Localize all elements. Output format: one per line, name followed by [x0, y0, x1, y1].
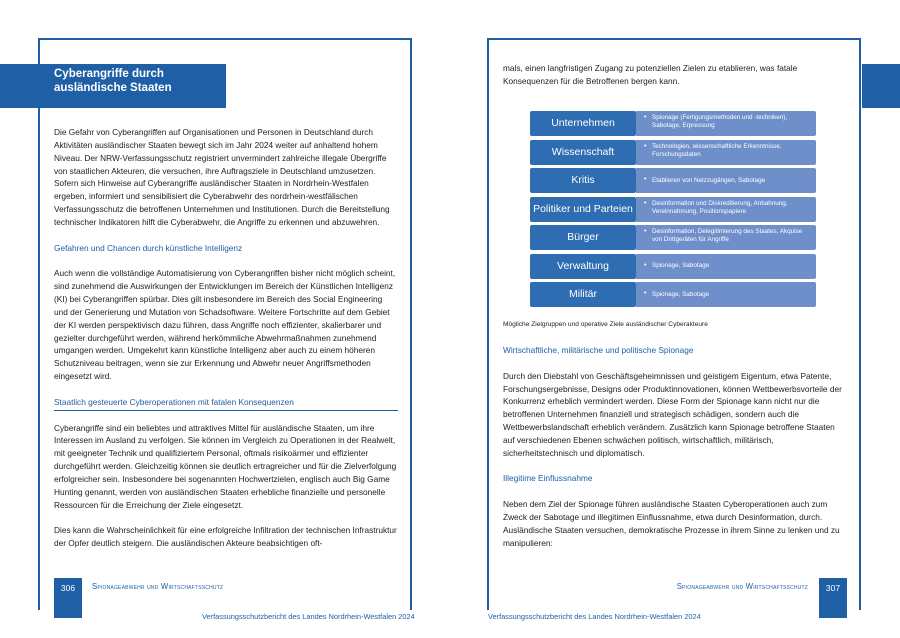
- paragraph: Neben dem Ziel der Spionage führen ausländische Staaten Cyberoperationen auch zum Zweck der Sabotage und illegitimen Einflussnahme, etwa durch Desinformation, durch. Ausländische Staaten versuchen, demokratische Prozesse in ihrem Sinne zu lenken und zu manipulieren:: [503, 499, 840, 548]
- diagram-label: Verwaltung: [530, 254, 636, 279]
- diagram-label: Bürger: [530, 225, 636, 250]
- diagram-desc-box: [636, 282, 816, 307]
- diagram-desc: Desinformation, Delegitimierung des Staates, Akquise von Drittgeräten für Angriffe: [652, 228, 803, 243]
- paragraph: Dies kann die Wahrscheinlichkeit für eine erfolgreiche Infiltration der technischen Infrastruktur der Opfer deutlich steigern. Die ausländischen Akteure beabsichtigen oft-: [54, 525, 397, 549]
- diagram-desc-box: [636, 111, 816, 136]
- diagram-row: [530, 168, 816, 193]
- right-text-column-top: [503, 62, 847, 101]
- diagram-desc: Technologien, wissenschaftliche Erkenntnisse, Forschungsdaten: [652, 142, 782, 158]
- diagram-row: [530, 254, 816, 279]
- left-text-column: [54, 126, 398, 563]
- subheading-state-cyberoperations: Staatlich gesteuerte Cyberoperationen mit fatalen Konsequenzen: [54, 396, 398, 411]
- diagram-caption: Mögliche Zielgruppen und operative Ziele ausländischer Cyberakteure: [503, 321, 708, 328]
- footer-right: Verfassungsschutzbericht des Landes Nordrhein-Westfalen 2024: [488, 612, 701, 621]
- diagram-row: [530, 197, 816, 222]
- diagram-row: [530, 282, 816, 307]
- diagram-row: [530, 111, 816, 136]
- diagram-desc: Spionage, Sabotage: [652, 290, 710, 298]
- paragraph: Cyberangriffe sind ein beliebtes und attraktives Mittel für ausländische Staaten, um ihre Interessen im Ausland zu verfolgen. Sie können im Vergleich zu Operationen in der Realwelt, mit geeigneter Technik und qualifiziertem Personal, oftmals risikoärmer und effizienter durchgeführt werden. Gleichzeitig können sie deutlich ertragreicher und für die Zielverfolgung erfolgreicher sein. Insbesondere bei sogenannten Hochwertzielen, englisch auch Big Game Hunting genannt, werden von ausländischen Staaten erhebliche finanzielle und personelle Ressourcen für die Erreichung der Ziele eingesetzt.: [54, 422, 397, 510]
- diagram-label: Wissenschaft: [530, 140, 636, 165]
- right-edge-tab: [862, 64, 900, 108]
- paragraph: Durch den Diebstahl von Geschäftsgeheimnissen und geistigem Eigentum, etwa Patente, Forschungsergebnisse, Designs oder Produktinnovationen, können Wettbewerbsvorteile der Konkurrenz erheblich vermindert werden. Diese Form der Spionage kann nicht nur die betroffenen Unternehmen finanziell und strategisch schädigen, sondern auch die Wettbewerbslandschaft erheblich verändern. Zusätzlich kann Spionage betroffene Staaten auf verschiedenen Ebenen schwächen politisch, wirtschaftlich, militärisch, sicherheitstechnisch und diplomatisch.: [503, 370, 842, 458]
- paragraph: Auch wenn die vollständige Automatisierung von Cyberangriffen bisher nicht möglich scheint, sind zunehmend die Auswirkungen der Entwicklungen im Bereich der Künstlichen Intelligenz (KI) bei Cyberangriffen spürbar. Dies gilt insbesondere im Bereich des Social Engineering und der Generierung und Mutation von Schadsoftware. Weitere Fortschritte auf dem Gebiet der KI werden perspektivisch dazu führen, dass Angriffe noch effizienter, skalierbarer und gezielter durchgeführt werden, während herkömmliche Abwehrmaßnahmen zunehmend umgangen werden. Umgekehrt kann künstliche Intelligenz aber auch zu einem höheren Schutzniveau beitragen, wenn sie zur Erkennung und Abwehr neuer Angriffsmethoden eingesetzt wird.: [54, 268, 396, 382]
- bullet-icon: •: [644, 290, 647, 297]
- diagram-desc: Etablieren von Netzzugängen, Sabotage: [652, 176, 766, 184]
- page-number-left: 306: [54, 578, 82, 618]
- footer-left: Verfassungsschutzbericht des Landes Nordrhein-Westfalen 2024: [202, 612, 415, 621]
- chapter-title: Cyberangriffe durch ausländische Staaten: [54, 68, 172, 94]
- bullet-icon: •: [644, 114, 647, 121]
- paragraph: Die Gefahr von Cyberangriffen auf Organisationen und Personen in Deutschland durch Aktivitäten ausländischer Staaten bewegt sich im Jahr 2024 weiter auf anhaltend hohem Niveau. Der NRW-Verfassungsschutz registriert unvermindert zahlreiche illegale Übergriffe von staatlichen Akteuren, die versuchen, ihre Auftragsziele in Deutschland umzusetzen. Sofern sich Hinweise auf Cyberangriffe ausländischer Staaten in Nordrhein-Westfalen ergeben, informiert und sensibilisiert die Cyberabwehr des nordrhein-westfälischen Verfassungsschutz die betroffenen Unternehmen und Institutionen. Durch die Bereitstellung technischer Indikatoren hilft die Cyberabwehr, die Angriffe zu erkennen und abzuwehren.: [54, 127, 390, 227]
- diagram-row: [530, 225, 816, 250]
- right-text-column: [503, 344, 847, 562]
- subheading-espionage: Wirtschaftliche, militärische und politische Spionage: [503, 345, 694, 355]
- diagram-desc-box: [636, 197, 816, 222]
- bullet-icon: •: [644, 176, 647, 183]
- diagram-desc-box: [636, 254, 816, 279]
- chapter-title-block: [0, 64, 226, 108]
- bullet-icon: •: [644, 228, 647, 235]
- running-head-right: Spionageabwehr und Wirtschaftsschutz: [676, 582, 808, 591]
- diagram-desc-box: [636, 140, 816, 165]
- diagram-row: [530, 140, 816, 165]
- diagram-desc-box: [636, 168, 816, 193]
- running-head-left: Spionageabwehr und Wirtschaftsschutz: [92, 582, 224, 591]
- bullet-icon: •: [644, 261, 647, 269]
- diagram-label: Unternehmen: [530, 111, 636, 136]
- diagram-label: Militär: [530, 282, 636, 307]
- subheading-influence: Illegitime Einflussnahme: [503, 473, 593, 484]
- page-number-right: 307: [819, 578, 847, 618]
- bullet-icon: •: [644, 199, 647, 207]
- diagram-desc: Spionage, Sabotage: [652, 262, 710, 269]
- diagram-desc: Spionage (Fertigungsmethoden und -techniken), Sabotage, Erpressung: [652, 114, 788, 129]
- target-groups-diagram: [530, 111, 816, 308]
- paragraph: mals, einen langfristigen Zugang zu potenziellen Zielen zu etablieren, was fatale Konsequenzen für die Betroffenen bergen kann.: [503, 63, 798, 86]
- diagram-desc: Desinformation und Diskreditierung, Anbahnung, Vereinnahmung, Positionspapiere: [652, 199, 788, 215]
- bullet-icon: •: [644, 142, 647, 150]
- diagram-label: Kritis: [530, 168, 636, 193]
- subheading-ai: Gefahren und Chancen durch künstliche Intelligenz: [54, 242, 243, 253]
- diagram-desc-box: [636, 225, 816, 250]
- diagram-label: Politiker und Parteien: [530, 197, 636, 222]
